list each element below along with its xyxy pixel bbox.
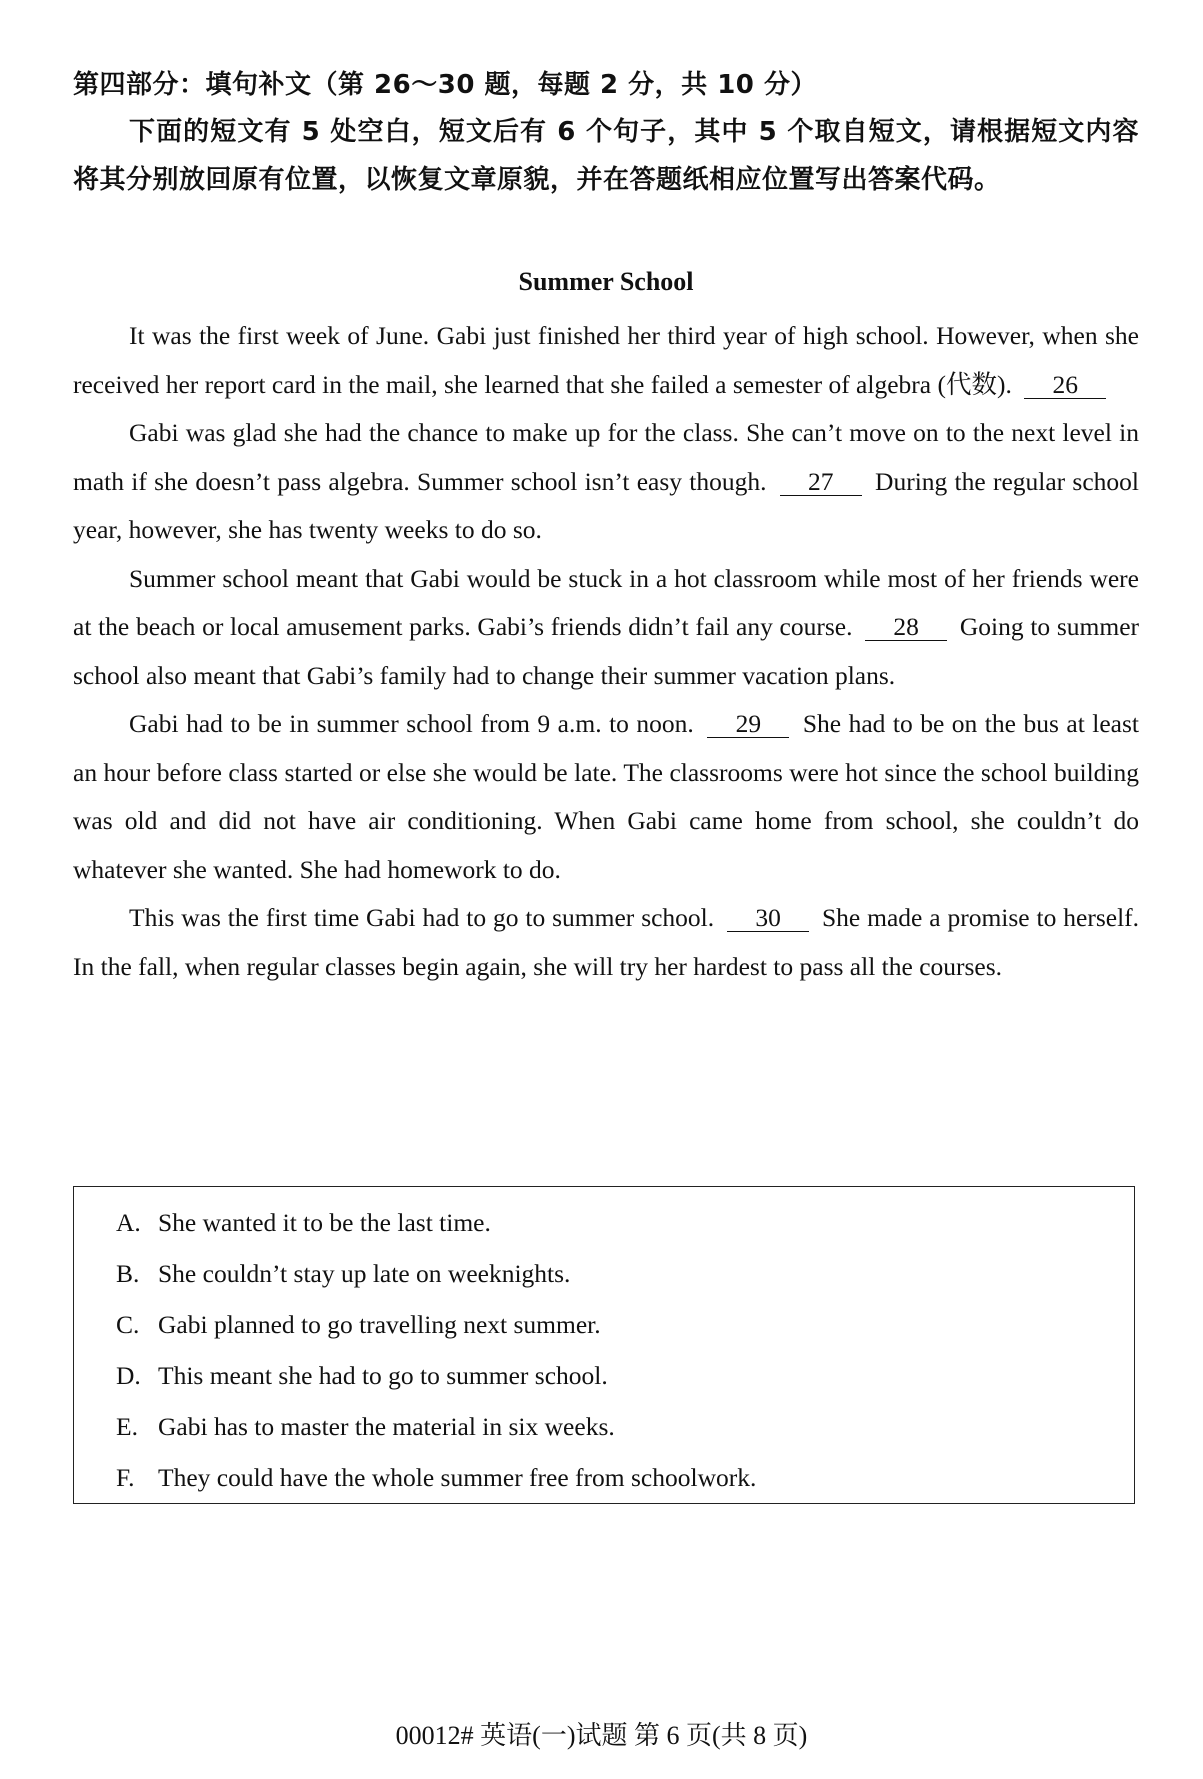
option-text: Gabi has to master the material in six weeks. [158, 1412, 615, 1441]
blank-27: 27 [780, 469, 862, 496]
option-f [116, 1452, 1134, 1503]
option-letter: B. [116, 1259, 140, 1288]
option-letter: C. [116, 1310, 140, 1339]
paragraph-text: She made a promise to herself. In the fall, when regular classes begin again, she will try her hardest to pass all the courses. [73, 903, 1140, 981]
option-text: She couldn’t stay up late on weeknights. [158, 1259, 571, 1288]
option-text: They could have the whole summer free from schoolwork. [158, 1463, 757, 1492]
passage-paragraph-3 [73, 555, 1139, 701]
blank-30: 30 [727, 905, 809, 932]
passage-paragraph-4 [73, 700, 1139, 894]
option-b [116, 1248, 1134, 1299]
options-box [73, 1186, 1135, 1504]
blank-26: 26 [1024, 372, 1106, 399]
blank-29: 29 [707, 711, 789, 738]
option-text: Gabi planned to go travelling next summer. [158, 1310, 601, 1339]
paragraph-text: Summer school meant that Gabi would be stuck in a hot classroom while most of her friends were at the beach or local amusement parks. Gabi’s friends didn’t fail any course. [73, 563, 1139, 641]
section-header: 第四部分：填句补文（第 26～30 题，每题 2 分，共 10 分） [73, 70, 817, 100]
paragraph-text: This was the first time Gabi had to go to summer school. [129, 903, 715, 932]
paragraph-text: During the regular school year, however, she has twenty weeks to do so. [73, 466, 1139, 544]
option-e [116, 1401, 1134, 1452]
passage-paragraph-2 [73, 409, 1139, 555]
section-instructions: 下面的短文有 5 处空白，短文后有 6 个句子，其中 5 个取自短文，请根据短文内容将其分别放回原有位置，以恢复文章原貌，并在答题纸相应位置写出答案代码。 [73, 117, 1139, 195]
option-a [116, 1197, 1134, 1248]
exam-page [73, 62, 1139, 991]
passage-paragraph-1 [73, 312, 1139, 409]
page-footer: 00012# 英语(一)试题 第 6 页(共 8 页) [395, 1721, 808, 1750]
passage-paragraph-5 [73, 894, 1139, 991]
option-c [116, 1299, 1134, 1350]
option-letter: E. [116, 1412, 138, 1441]
option-letter: F. [116, 1463, 135, 1492]
option-text: This meant she had to go to summer school. [158, 1361, 608, 1390]
paragraph-text: Gabi was glad she had the chance to make up for the class. She can’t move on to the next level in math if she doesn’t pass algebra. Summer school isn’t easy though. [73, 418, 1139, 496]
option-d [116, 1350, 1134, 1401]
option-text: She wanted it to be the last time. [158, 1208, 491, 1237]
paragraph-text: Going to summer school also meant that Gabi’s family had to change their summer vacation plans. [73, 612, 1140, 690]
option-letter: A. [116, 1208, 141, 1237]
passage-title: Summer School [518, 267, 694, 296]
option-letter: D. [116, 1361, 141, 1390]
blank-28: 28 [865, 614, 947, 641]
paragraph-text: Gabi had to be in summer school from 9 a.m. to noon. [129, 709, 694, 738]
paragraph-text: She had to be on the bus at least an hour before class started or else she would be late. The classrooms were hot since the school building was old and did not have air conditioning. When Gabi came home from school, she couldn’t do whatever she wanted. She had homework to do. [73, 709, 1140, 884]
paragraph-text: It was the first week of June. Gabi just finished her third year of high school. However, when she received her report card in the mail, she learned that she failed a semester of algebra (代数). [73, 321, 1139, 399]
